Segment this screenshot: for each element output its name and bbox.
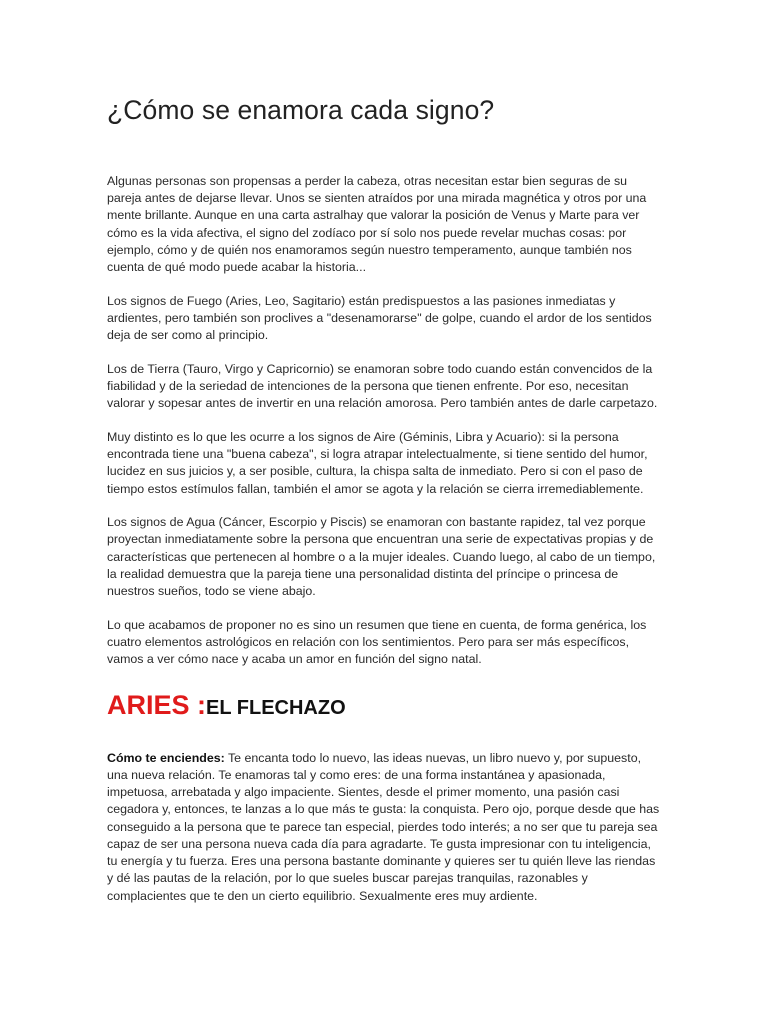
page-title: ¿Cómo se enamora cada signo?	[107, 95, 495, 125]
aries-sign-name: ARIES :	[107, 689, 207, 720]
aries-body-text: Te encanta todo lo nuevo, las ideas nuevas, un libro nuevo y, por supuesto, una nueva relación. Te enamoras tal y como eres: de una forma instantánea y apasionada, impetuosa, arrebatada y algo impaciente. Sientes, desde el primer momento, una pasión casi cegadora y, entonces, te lanzas a lo que más te gusta: la conquista. Pero ojo, porque desde que has conseguido a la persona que te parece tan especial, pierdes todo interés; a no ser que tu pareja sea capaz de ser una persona nueva cada día para agradarte. Te gusta impresionar con tu inteligencia, tu energía y tu fuerza. Eres una persona bastante dominante y quieres ser tu quién lleve las riendas y dé las pautas de la relación, por lo que sueles buscar parejas tranquilas, razonables y complacientes que te den un cierto equilibrio. Sexualmente eres muy ardiente.	[107, 750, 660, 903]
fire-signs-paragraph: Los signos de Fuego (Aries, Leo, Sagitario) están predispuestos a las pasiones inmediatas y ardientes, pero también son proclives a "desenamorarse" de golpe, cuando el ardor de los sentidos deja de ser como al principio.	[107, 293, 652, 343]
aries-subtitle: EL FLECHAZO	[206, 696, 346, 719]
intro-paragraph: Algunas personas son propensas a perder la cabeza, otras necesitan estar bien seguras de su pareja antes de dejarse llevar. Unos se sienten atraídos por una mirada magnética y otros por una mente brillante. Aunque en una carta astralhay que valorar la posición de Venus y Marte para ver cómo es la vida afectiva, el signo del zodíaco por sí solo nos puede revelar muchas cosas: por ejemplo, cómo y de quién nos enamoramos según nuestro temperamento, aunque también nos cuenta de qué modo puede acabar la historia...	[107, 174, 647, 275]
air-signs-paragraph: Muy distinto es lo que les ocurre a los signos de Aire (Géminis, Libra y Acuario): si la persona encontrada tiene una "buena cabeza", si logra atrapar intelectualmente, si tiene sentido del humor, lucidez en sus juicios y, a ser posible, cultura, la chispa salta de inmediato. Pero si con el paso de tiempo estos estímulos fallan, también el amor se agota y la relación se cierra irremediablemente.	[107, 429, 648, 496]
aries-paragraph	[107, 750, 663, 905]
aries-lead-label: Cómo te enciendes:	[107, 750, 225, 765]
document-page	[107, 92, 663, 921]
water-signs-paragraph: Los signos de Agua (Cáncer, Escorpio y Piscis) se enamoran con bastante rapidez, tal vez porque proyectan inmediatamente sobre la persona que encuentran una serie de expectativas propias y de características que pertenecen al hombre o a la mujer ideales. Cuando luego, al cabo de un tiempo, la realidad demuestra que la pareja tiene una personalidad distinta del príncipe o princesa de nuestros sueños, todo se viene abajo.	[107, 515, 656, 599]
aries-section-heading	[107, 685, 663, 730]
earth-signs-paragraph: Los de Tierra (Tauro, Virgo y Capricornio) se enamoran sobre todo cuando están convencidos de la fiabilidad y de la seriedad de intenciones de la persona que tienen enfrente. Por eso, necesitan valorar y sopesar antes de invertir en una relación amorosa. Pero también antes de darle carpetazo.	[107, 361, 658, 411]
summary-paragraph: Lo que acabamos de proponer no es sino un resumen que tiene en cuenta, de forma genérica, los cuatro elementos astrológicos en relación con los sentimientos. Pero para ser más específicos, vamos a ver cómo nace y acaba un amor en función del signo natal.	[107, 617, 647, 667]
